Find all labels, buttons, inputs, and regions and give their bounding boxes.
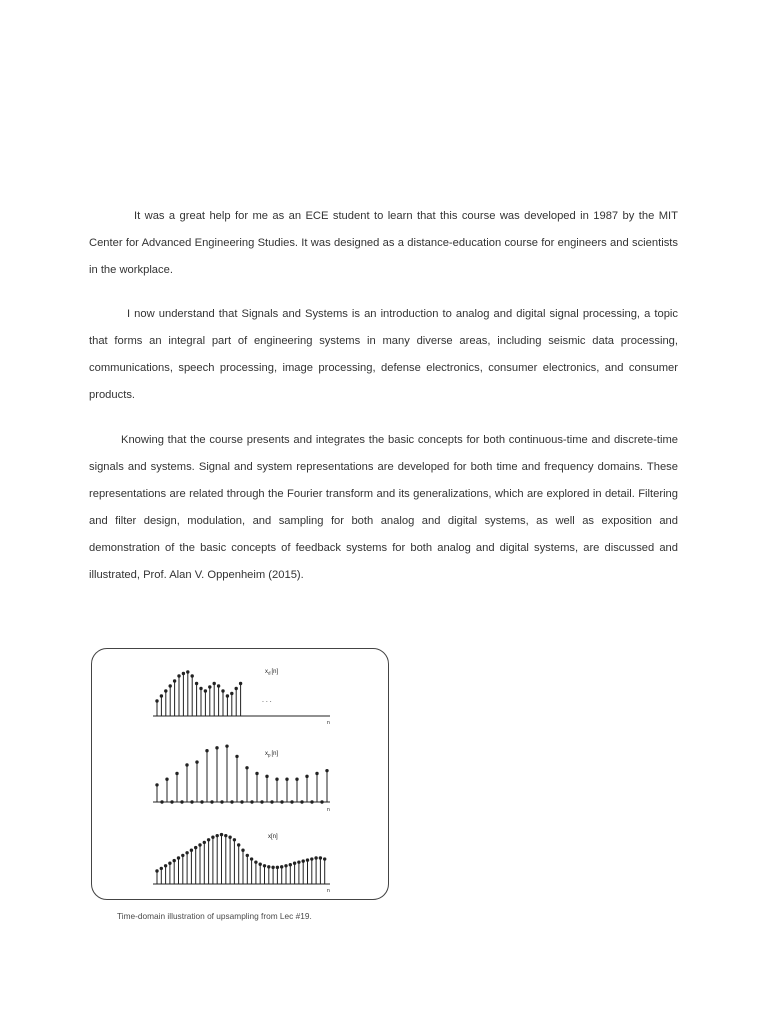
panel-3-stem-head [228, 836, 231, 839]
panel-3-stem-head [302, 859, 305, 862]
panel-3-stem-head [293, 862, 296, 865]
panel-3-stem-head [289, 863, 292, 866]
panel-2-stem-head [245, 766, 248, 769]
panel-2-zero-sample [310, 800, 313, 803]
panel-1-stem-head [226, 694, 229, 697]
panel-3-stem-head [241, 849, 244, 852]
panel-3-stem-head [259, 863, 262, 866]
panel-2-label: $x_p[n]$ [265, 751, 279, 758]
paragraph-1: It was a great help for me as an ECE student to learn that this course was developed in 1987 by the MIT Center for Advanced Engineering Studies. It was designed as a distance-education course for engineers and scientists in the workplace. [89, 210, 678, 276]
panel-1-stem-head [191, 674, 194, 677]
panel-3-stem-head [263, 864, 266, 867]
panel-2-zero-sample [260, 800, 263, 803]
panel-3-stem-head [246, 854, 249, 857]
panel-2-stem-head [255, 772, 258, 775]
panel-3-stem-head [177, 856, 180, 859]
panel-2-zero-sample [250, 800, 253, 803]
panel-2-zero-sample [210, 800, 213, 803]
panel-2-stem-head [175, 772, 178, 775]
panel-3-stem-head [211, 836, 214, 839]
panel-2-zero-sample [200, 800, 203, 803]
panel-1-stem-head [230, 692, 233, 695]
panel-1-stem-head [217, 684, 220, 687]
panel-3-stem-head [181, 854, 184, 857]
paragraph-2: I now understand that Signals and Systems is an introduction to analog and digital signal processing, a topic that forms an integral part of engineering systems in many diverse areas, including seismic data processing, communications, speech processing, image processing, defense electronics, consumer electronics, and consumer products. [89, 308, 678, 401]
panel-1-stem-head [169, 684, 172, 687]
panel-1-stem-head [208, 685, 211, 688]
panel-2-stem-head [295, 778, 298, 781]
panel-1-stem-head [199, 687, 202, 690]
panel-2-stem-head [305, 775, 308, 778]
panel-2-zero-sample [290, 800, 293, 803]
panel-2-zero-sample [160, 800, 163, 803]
panel-2-zero-sample [320, 800, 323, 803]
panel-3-stem-head [284, 864, 287, 867]
panel-3-stem-head [173, 859, 176, 862]
panel-2-stem-head [285, 778, 288, 781]
panel-3-stem-head [297, 860, 300, 863]
panel-3-stem-head [203, 841, 206, 844]
panel-3-stem-head [160, 867, 163, 870]
panel-1-stem-head [195, 682, 198, 685]
panel-1-stem-head [164, 689, 167, 692]
panel-2-stem-head [205, 749, 208, 752]
panel-3-stem-head [194, 846, 197, 849]
panel-3-stem-head [310, 857, 313, 860]
panel-1-stem-head [173, 679, 176, 682]
panel-2-stem-head [195, 760, 198, 763]
panel-2-zero-sample [180, 800, 183, 803]
panel-3-stem-head [233, 838, 236, 841]
panel-1-stem-head [235, 687, 238, 690]
panel-2-stem-head [265, 775, 268, 778]
panel-2-zero-sample [230, 800, 233, 803]
panel-3-stem-head [323, 857, 326, 860]
panel-2-zero-sample [190, 800, 193, 803]
panel-3-stem-head [190, 849, 193, 852]
panel-3-stem-head [271, 866, 274, 869]
panel-2-axis-label: n [327, 807, 330, 813]
panel-2-zero-sample [280, 800, 283, 803]
panel-1-stem-head [221, 689, 224, 692]
panel-2-zero-sample [220, 800, 223, 803]
panel-3-axis-label: n [327, 888, 330, 894]
panel-3-stem-head [319, 856, 322, 859]
panel-3-stem-head [250, 857, 253, 860]
panel-3-stem-head [185, 851, 188, 854]
panel-2-stem-head [225, 744, 228, 747]
figure-caption: Time-domain illustration of upsampling from Lec #19. [117, 911, 312, 921]
panel-2-zero-sample [270, 800, 273, 803]
panel-3-stem-head [280, 865, 283, 868]
panel-3-stem-head [267, 865, 270, 868]
panel-1-stem-head [160, 694, 163, 697]
panel-1-stem-head [186, 670, 189, 673]
panel-1-stem-head [155, 699, 158, 702]
panel-1-ellipsis: . . . [262, 697, 272, 704]
panel-3-label: x[n] [268, 834, 278, 840]
panel-2-stem-head [275, 778, 278, 781]
panel-3-stem-head [254, 860, 257, 863]
panel-3-stem-head [216, 834, 219, 837]
panel-3-stem-head [314, 856, 317, 859]
panel-1-stem-head [182, 672, 185, 675]
panel-3-stem-head [224, 834, 227, 837]
panel-3-stem-head [207, 838, 210, 841]
panel-3-stem-head [168, 862, 171, 865]
panel-3-stem-head [155, 869, 158, 872]
panel-2-stem-head [325, 769, 328, 772]
panel-1-label: $x_d[n]$ [265, 669, 279, 676]
panel-1-stem-head [177, 674, 180, 677]
paragraph-3: Knowing that the course presents and integrates the basic concepts for both continuous-time and discrete-time signals and systems. Signal and system representations are developed for both time and frequency domains. These representations are related through the Fourier transform and its generalizations, which are explored in detail. Filtering and filter design, modulation, and sampling for both analog and digital systems, as well as exposition and demonstration of the basic concepts of feedback systems for both analog and digital systems, are discussed and illustrated, Prof. Alan V. Oppenheim (2015). [89, 434, 678, 581]
panel-2-stem-head [315, 772, 318, 775]
panel-3-stem-head [198, 843, 201, 846]
panel-2-zero-sample [170, 800, 173, 803]
panel-2-stem-head [215, 746, 218, 749]
panel-3-stem-head [237, 843, 240, 846]
panel-1-stem-head [204, 689, 207, 692]
panel-1-axis-label: n [327, 720, 330, 726]
panel-1-stem-head [213, 682, 216, 685]
panel-3-stem-head [220, 833, 223, 836]
panel-3-stem-head [306, 858, 309, 861]
panel-2-stem-head [155, 783, 158, 786]
panel-2-zero-sample [300, 800, 303, 803]
panel-1-stem-head [239, 682, 242, 685]
panel-3-stem-head [164, 864, 167, 867]
panel-2-zero-sample [240, 800, 243, 803]
panel-3-stem-head [276, 866, 279, 869]
panel-2-stem-head [165, 778, 168, 781]
panel-2-stem-head [185, 763, 188, 766]
panel-2-stem-head [235, 755, 238, 758]
